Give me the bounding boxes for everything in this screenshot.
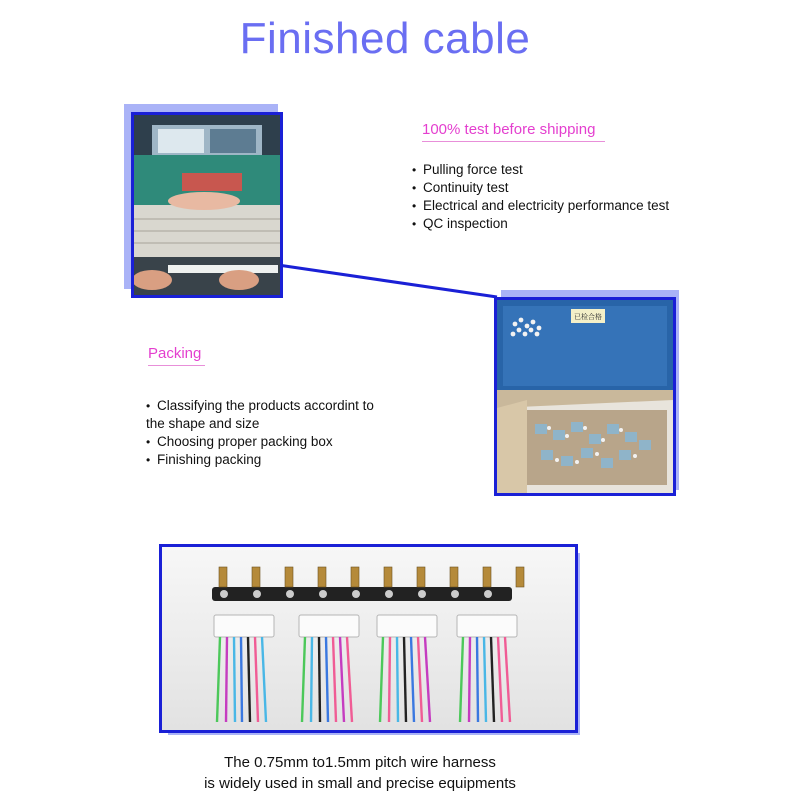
testing-list — [412, 161, 669, 233]
page-title: Finished cable — [239, 14, 531, 63]
tray-label: 已检合格 — [574, 313, 602, 321]
testing-photo — [131, 112, 283, 298]
testing-heading: 100% test before shipping — [422, 121, 605, 142]
packing-heading: Packing — [148, 345, 205, 366]
caption-line: The 0.75mm to1.5mm pitch wire harness — [224, 754, 496, 771]
packing-list — [146, 397, 406, 469]
list-item: • Continuity test — [412, 179, 669, 197]
list-item: • Choosing proper packing box — [146, 433, 406, 451]
list-item: • Pulling force test — [412, 161, 669, 179]
list-item: the shape and size — [146, 416, 260, 431]
harness-caption — [150, 752, 570, 794]
list-item: • QC inspection — [412, 215, 669, 233]
list-item: • Finishing packing — [146, 451, 406, 469]
list-item: • Electrical and electricity performance test — [412, 197, 669, 215]
packing-photo — [494, 297, 676, 496]
caption-line: is widely used in small and precise equipments — [204, 775, 516, 792]
harness-photo — [159, 544, 578, 733]
list-item: • Classifying the products accordint to — [146, 397, 406, 415]
